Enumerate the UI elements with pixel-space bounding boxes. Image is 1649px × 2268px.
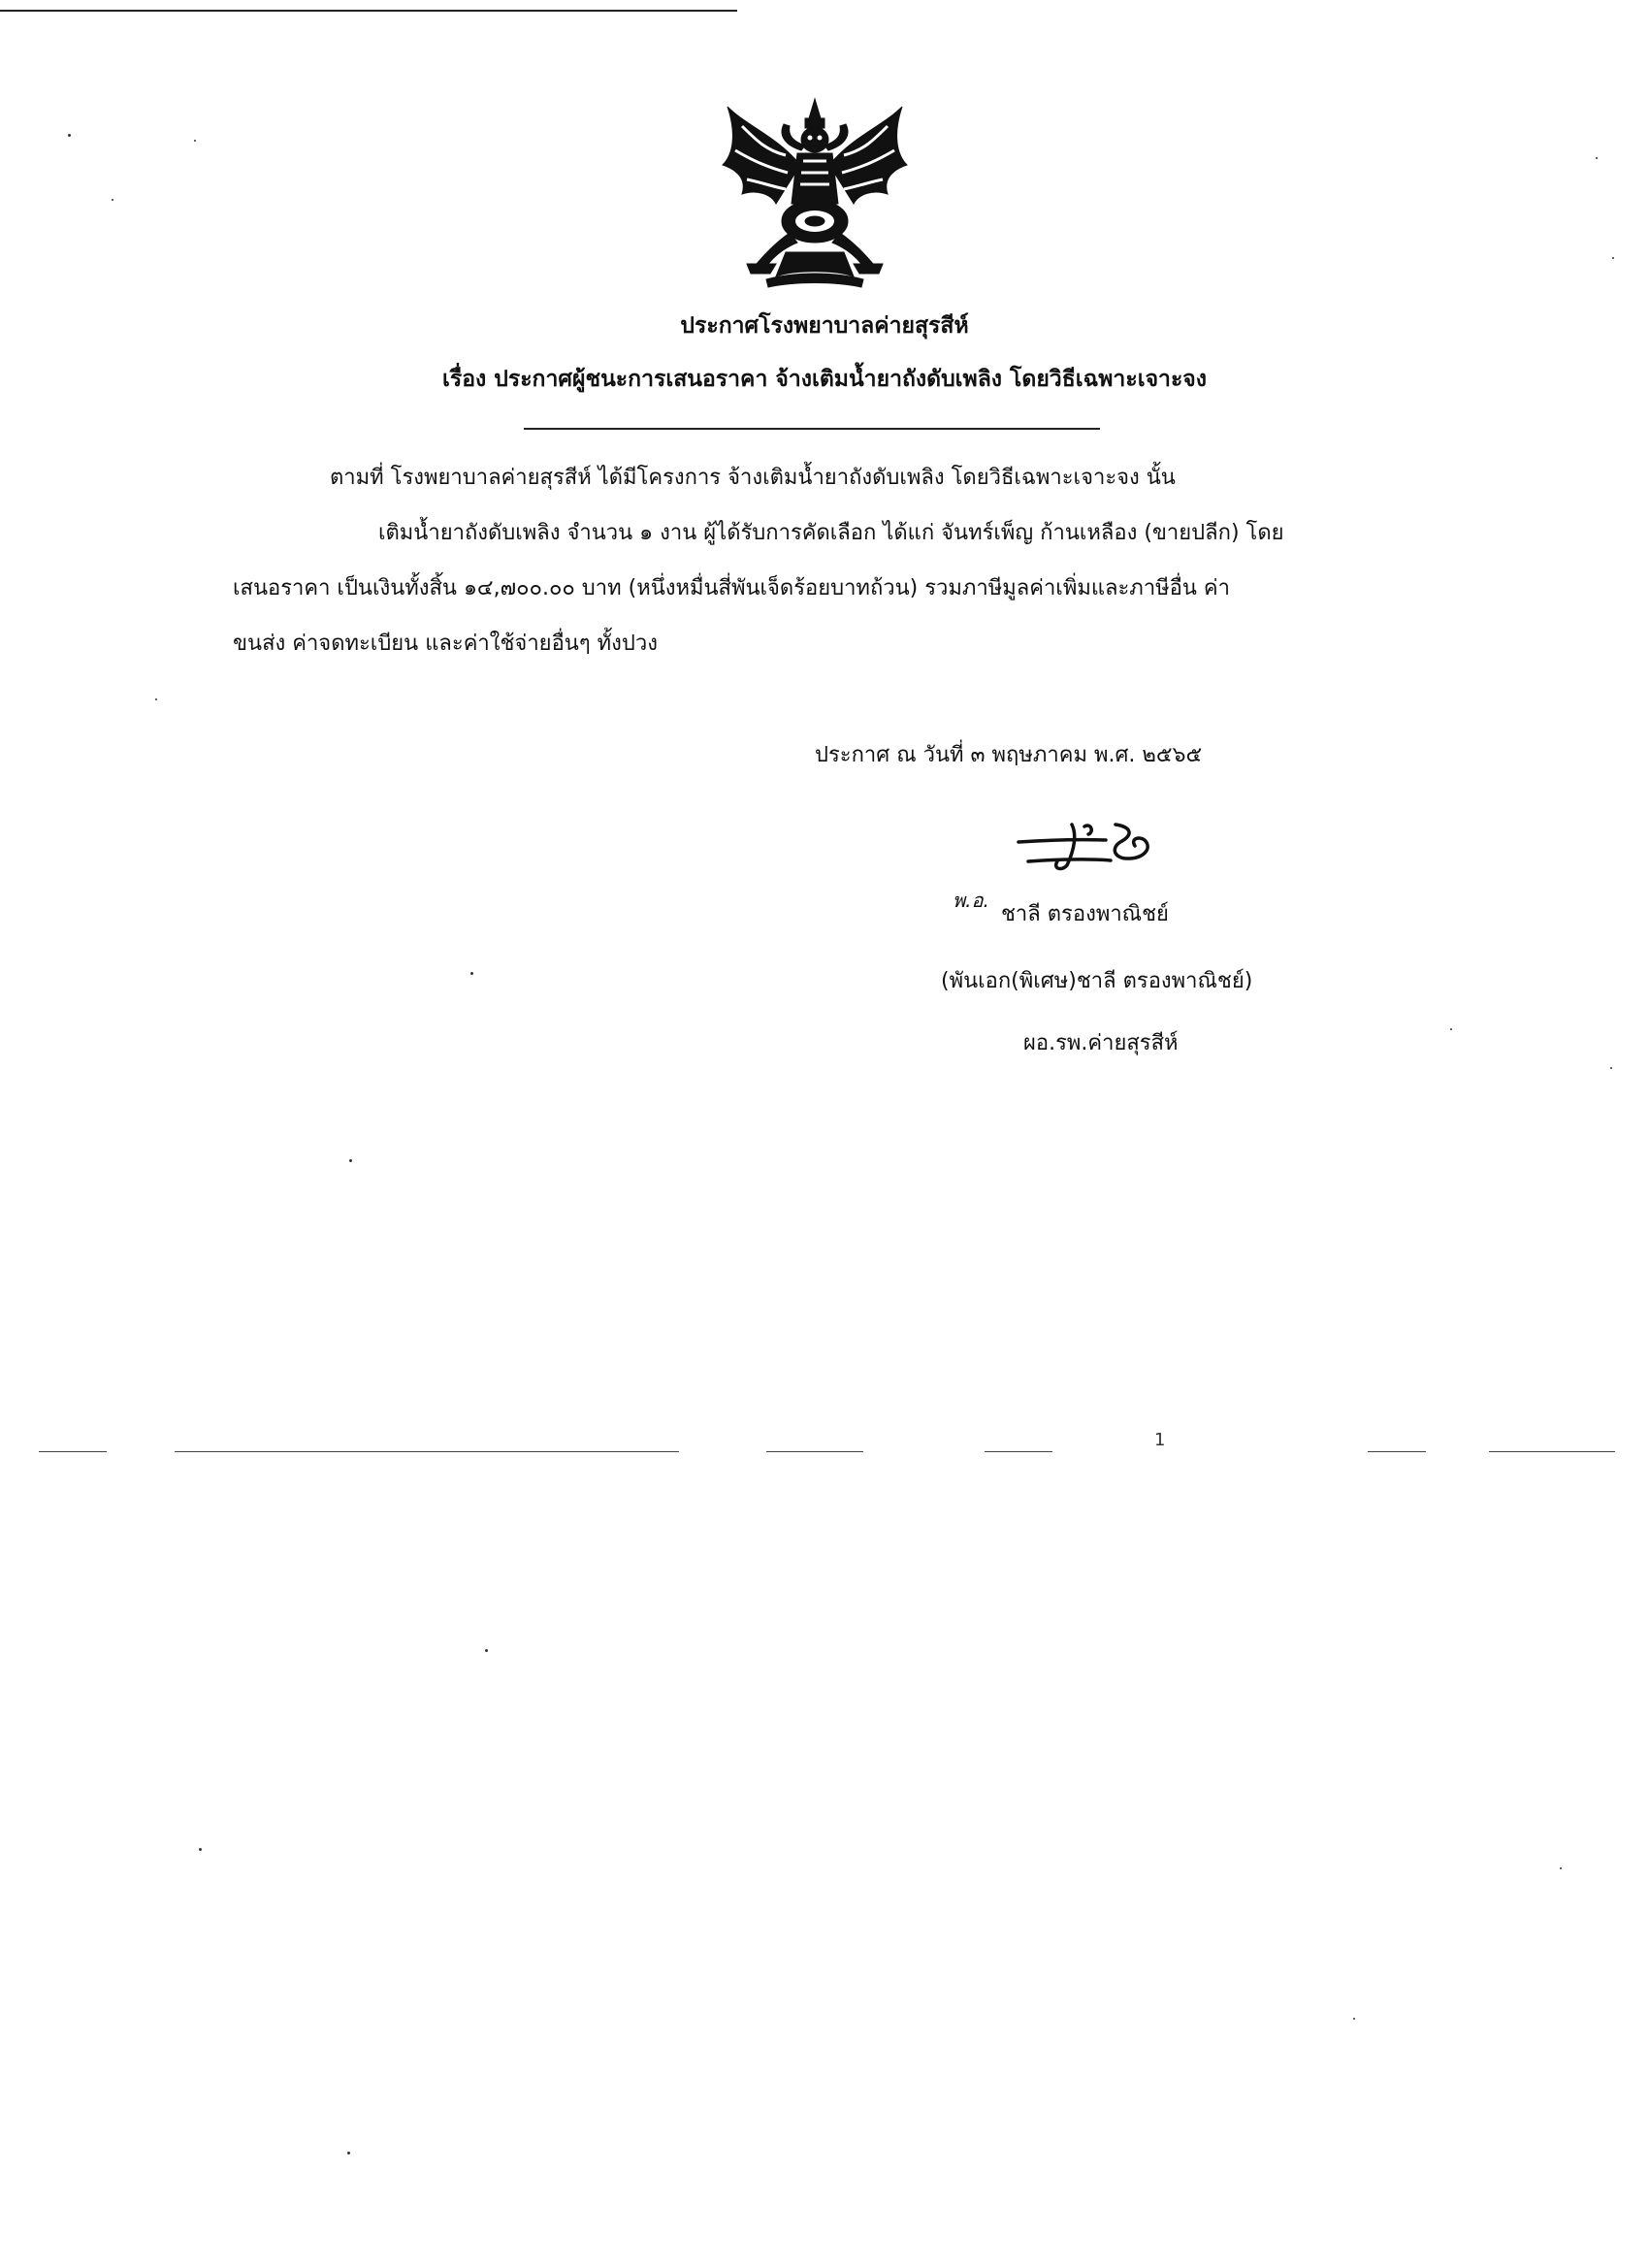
garuda-emblem-icon [708,97,922,291]
scan-speck [1612,257,1614,259]
scan-speck [347,2152,350,2155]
document-title: ประกาศโรงพยาบาลค่ายสุรสีห์ [680,313,969,339]
page-mark: 1 [1154,1430,1166,1450]
body-paragraph-line: เสนอราคา เป็นเงินทั้งสิ้น ๑๔,๗๐๐.๐๐ บาท (หนึ่งหมื่นสี่พันเจ็ดร้อยบาทถ้วน) รวมภาษีมูลค่าเพิ่มและภาษีอื่น ค่า [233,576,1230,600]
scan-speck [470,972,473,975]
scan-speck [485,1649,488,1652]
scan-speck [68,134,71,137]
title-separator [524,428,1100,430]
scan-fold-line [1489,1451,1615,1452]
scan-speck [349,1159,352,1162]
body-paragraph-line: ตามที่ โรงพยาบาลค่ายสุรสีห์ ได้มีโครงการ จ้างเติมน้ำยาถังดับเพลิง โดยวิธีเฉพาะเจาะจง นั้น [330,466,1176,490]
scan-edge-top [0,10,737,12]
scan-speck [199,1848,202,1851]
scan-speck [1353,2018,1355,2020]
signer-name: ชาลี ตรองพาณิชย์ [1001,902,1169,926]
signer-initials: พ.อ. [953,889,989,912]
scan-speck [194,140,196,142]
scan-speck [1596,157,1598,159]
document-subject: เรื่อง ประกาศผู้ชนะการเสนอราคา จ้างเติมน้ำยาถังดับเพลิง โดยวิธีเฉพาะเจาะจง [441,367,1208,392]
scan-speck [1610,1067,1612,1069]
scan-fold-line [39,1451,107,1452]
scan-fold-line [985,1451,1052,1452]
body-paragraph-line: เติมน้ำยาถังดับเพลิง จำนวน ๑ งาน ผู้ได้รับการคัดเลือก ได้แก่ จันทร์เพ็ญ ก้านเหลือง (ขายปลีก) โดย [378,521,1284,545]
announcement-date: ประกาศ ณ วันที่ ๓ พฤษภาคม พ.ศ. ๒๕๖๕ [815,743,1203,767]
handwritten-signature-icon [999,805,1193,878]
signer-position: ผอ.รพ.ค่ายสุรสีห์ [1023,1031,1179,1055]
scan-speck [1560,1867,1562,1869]
scan-fold-line [1368,1451,1426,1452]
signer-full-name: (พันเอก(พิเศษ)ชาลี ตรองพาณิชย์) [941,969,1253,993]
scan-speck [1450,1028,1452,1030]
scan-speck [155,698,157,700]
scan-speck [112,199,113,201]
scan-fold-line [766,1451,863,1452]
body-paragraph-line: ขนส่ง ค่าจดทะเบียน และค่าใช้จ่ายอื่นๆ ทั้งปวง [233,632,658,656]
scan-fold-line [175,1451,679,1452]
